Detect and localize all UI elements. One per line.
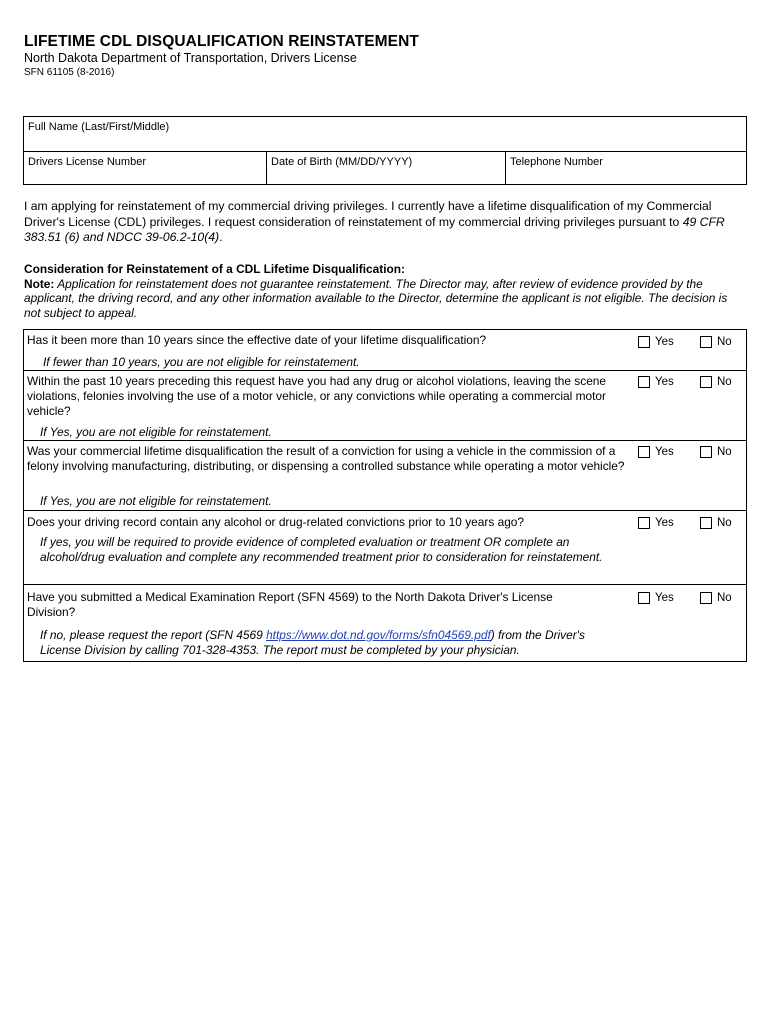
question-text: Was your commercial lifetime disqualification the result of a conviction for using a vehicle in the commission of a felony involving manufacturing, distributing, or dispensing a controlled substance while operating a motor vehicle?: [27, 444, 625, 473]
personal-info-box: [23, 116, 747, 185]
license-number-field[interactable]: [24, 152, 267, 185]
no-label: No: [717, 336, 732, 348]
question-row: [24, 330, 746, 371]
no-choice[interactable]: [700, 517, 732, 529]
yes-label: Yes: [655, 376, 674, 388]
statement-citation: 49 CFR 383.51 (6) and NDCC 39-06.2-10(4): [24, 214, 725, 245]
dob-field[interactable]: [267, 152, 506, 185]
yes-choice[interactable]: [638, 336, 674, 348]
note-text: Application for reinstatement does not guarantee reinstatement. The Director may, after review of evidence provided by the applicant, the driving record, and any other information available to the Director, determine the applicant is not eligible. The decision is not subject to appeal.: [24, 276, 728, 320]
yes-choice[interactable]: [638, 376, 674, 388]
yes-checkbox[interactable]: [638, 517, 650, 529]
license-number-label: Drivers License Number: [28, 156, 146, 168]
note-before: If no, please request the report (SFN 4569: [40, 628, 267, 642]
question-text: Have you submitted a Medical Examination Report (SFN 4569) to the North Dakota Driver's License Division?: [27, 590, 553, 619]
note-label: Note:: [24, 276, 55, 291]
questions-table: [23, 329, 747, 662]
telephone-label: Telephone Number: [510, 156, 603, 168]
question-row: [24, 371, 746, 441]
question-note: If fewer than 10 years, you are not eligible for reinstatement.: [43, 355, 360, 369]
question-text: Within the past 10 years preceding this request have you had any drug or alcohol violations, leaving the scene violations, felonies involving the use of a motor vehicle, or any convictions while operating a commercial motor vehicle?: [27, 374, 607, 418]
question-note: If yes, you will be required to provide evidence of completed evaluation or treatment OR complete an alcohol/drug evaluation and complete any recommended treatment prior to consideration for reinstatement.: [40, 535, 603, 564]
statement-text: I am applying for reinstatement of my commercial driving privileges. I currently have a lifetime disqualification of my Commercial Driver's License (CDL) privileges. I request consideration of reinstatement of my commercial driving privileges pursuant to: [24, 199, 712, 229]
department-name: North Dakota Department of Transportation, Drivers License: [24, 51, 357, 65]
no-label: No: [717, 592, 732, 604]
applicant-statement: [24, 199, 744, 246]
yes-choice[interactable]: [638, 592, 674, 604]
yes-checkbox[interactable]: [638, 376, 650, 388]
yes-label: Yes: [655, 517, 674, 529]
consideration-heading: Consideration for Reinstatement of a CDL Lifetime Disqualification:: [24, 262, 405, 276]
question-note: If Yes, you are not eligible for reinstatement.: [40, 425, 272, 439]
info-row-license: [24, 152, 746, 185]
no-checkbox[interactable]: [700, 446, 712, 458]
note-after: ) from the Driver's License Division by calling 701-328-4353. The report must be completed by your physician.: [40, 628, 585, 657]
question-note: [40, 628, 620, 658]
no-checkbox[interactable]: [700, 592, 712, 604]
yes-checkbox[interactable]: [638, 592, 650, 604]
question-row: [24, 511, 746, 585]
no-label: No: [717, 517, 732, 529]
yes-choice[interactable]: [638, 446, 674, 458]
yes-label: Yes: [655, 592, 674, 604]
question-row: [24, 585, 746, 662]
statement-end: .: [219, 230, 223, 245]
telephone-field[interactable]: [506, 152, 746, 185]
yes-checkbox[interactable]: [638, 336, 650, 348]
yes-label: Yes: [655, 446, 674, 458]
no-checkbox[interactable]: [700, 336, 712, 348]
yes-choice[interactable]: [638, 517, 674, 529]
yes-label: Yes: [655, 336, 674, 348]
yes-checkbox[interactable]: [638, 446, 650, 458]
no-checkbox[interactable]: [700, 376, 712, 388]
full-name-field[interactable]: [24, 117, 746, 152]
sfn4569-link[interactable]: https://www.dot.nd.gov/forms/sfn04569.pdf: [266, 628, 491, 642]
question-note: If Yes, you are not eligible for reinstatement.: [40, 494, 272, 508]
no-choice[interactable]: [700, 446, 732, 458]
form-number: SFN 61105 (8-2016): [24, 67, 115, 78]
full-name-label: Full Name (Last/First/Middle): [28, 121, 170, 133]
question-row: [24, 441, 746, 511]
consideration-section: [24, 262, 744, 320]
form-title: LIFETIME CDL DISQUALIFICATION REINSTATEMENT: [24, 33, 419, 50]
consideration-note: [24, 277, 744, 321]
no-label: No: [717, 376, 732, 388]
no-label: No: [717, 446, 732, 458]
question-text: Has it been more than 10 years since the effective date of your lifetime disqualification?: [27, 333, 487, 347]
no-choice[interactable]: [700, 336, 732, 348]
no-checkbox[interactable]: [700, 517, 712, 529]
question-text: Does your driving record contain any alcohol or drug-related convictions prior to 10 years ago?: [27, 515, 525, 529]
no-choice[interactable]: [700, 592, 732, 604]
dob-label: Date of Birth (MM/DD/YYYY): [271, 156, 413, 168]
no-choice[interactable]: [700, 376, 732, 388]
